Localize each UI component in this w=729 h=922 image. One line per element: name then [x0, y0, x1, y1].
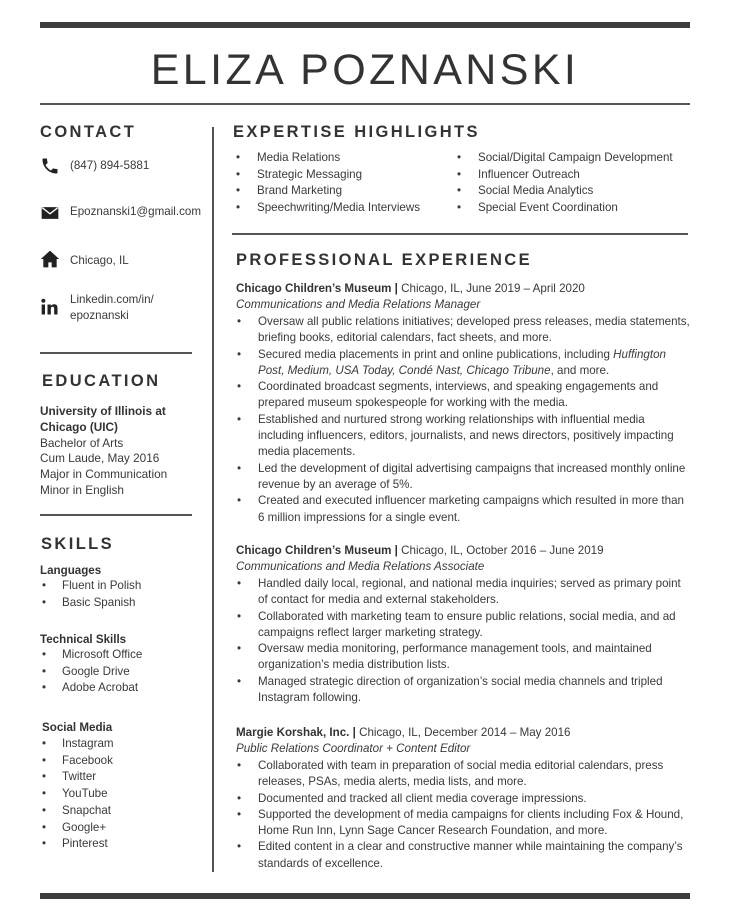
list-item: • Created and executed influencer marketing campaigns which resulted in more than 6 million impressions for a single event.	[236, 493, 692, 526]
job-header	[236, 281, 692, 297]
list-item: • YouTube	[40, 786, 114, 803]
list-item: • Oversaw all public relations initiatives; developed press releases, media statements, briefing books, editorial calendars, fact sheets, and more.	[236, 314, 692, 347]
list-item: • Basic Spanish	[40, 595, 141, 612]
list-item: • Edited content in a clear and constructive manner while maintaining the company’s standards of excellence.	[236, 839, 692, 872]
job-details: Chicago, IL, June 2019 – April 2020	[397, 282, 585, 295]
contact-rule	[40, 352, 192, 354]
minor: Minor in English	[40, 482, 124, 497]
list-item: • Documented and tracked all client media coverage impressions.	[236, 791, 692, 807]
job-role: Public Relations Coordinator + Content Editor	[236, 742, 471, 755]
job-header	[236, 725, 692, 741]
education-rule	[40, 514, 192, 516]
degree: Bachelor of Arts	[40, 435, 124, 450]
job-org: Margie Korshak, Inc. |	[236, 726, 356, 739]
school-name-line-2: Chicago (UIC)	[40, 419, 118, 434]
job-details: Chicago, IL, December 2014 – May 2016	[355, 726, 571, 739]
technical-skills-list	[40, 647, 142, 697]
list-item: • Collaborated with marketing team to ensure public relations, social media, and ad campaigns reflect larger marketing strategy.	[236, 609, 692, 642]
envelope-icon	[40, 203, 60, 223]
list-item: • Social/Digital Campaign Development	[455, 150, 673, 167]
bullet-text: , and more.	[550, 363, 610, 377]
job-details: Chicago, IL, October 2016 – June 2019	[397, 544, 604, 557]
job-bullets	[236, 314, 692, 526]
contact-email: Epoznanski1@gmail.com	[70, 205, 201, 218]
linkedin-line-1: Linkedin.com/in/	[70, 293, 154, 306]
list-item: • Media Relations	[234, 150, 420, 167]
expertise-right-list	[455, 150, 673, 217]
list-item: • Speechwriting/Media Interviews	[234, 200, 420, 217]
list-item: • Collaborated with team in preparation of social media editorial calendars, press releases, PSAs, media alerts, media lists, and more.	[236, 758, 692, 791]
home-icon	[40, 249, 60, 269]
experience-title: PROFESSIONAL EXPERIENCE	[236, 251, 533, 269]
expertise-rule	[232, 233, 688, 235]
languages-label: Languages	[40, 564, 102, 577]
contact-phone: (847) 894-5881	[70, 159, 150, 172]
list-item: • Influencer Outreach	[455, 167, 673, 184]
job-role: Communications and Media Relations Associate	[236, 560, 485, 573]
phone-icon	[40, 156, 60, 176]
social-media-list	[40, 736, 114, 853]
list-item: • Facebook	[40, 753, 114, 770]
job-bullets	[236, 576, 692, 706]
bullet-text: Secured media placements in print and online publications, including	[258, 347, 614, 361]
list-item: • Special Event Coordination	[455, 200, 673, 217]
school-name-line-1: University of Illinois at	[40, 404, 166, 418]
job-org: Chicago Children’s Museum |	[236, 544, 398, 557]
list-item	[236, 347, 692, 380]
job-org: Chicago Children’s Museum |	[236, 282, 398, 295]
languages-list	[40, 578, 141, 611]
header-rule	[40, 103, 690, 105]
list-item: • Pinterest	[40, 836, 114, 853]
linkedin-line-2: epoznanski	[70, 308, 129, 322]
education-title: EDUCATION	[42, 372, 161, 390]
technical-skills-label: Technical Skills	[40, 633, 127, 646]
list-item: • Led the development of digital advertising campaigns that increased monthly online revenue by an average of 5%.	[236, 461, 692, 494]
honors: Cum Laude, May 2016	[40, 451, 160, 466]
list-item: • Managed strategic direction of organization’s social media channels and tripled Instagram following.	[236, 674, 692, 707]
contact-linkedin	[70, 292, 154, 323]
bullet-publications: Huffington Post, Medium, USA Today, Condé Nast, Chicago Tribune	[258, 347, 666, 377]
list-item: • Microsoft Office	[40, 647, 142, 664]
bottom-bar	[40, 893, 690, 899]
list-item: • Adobe Acrobat	[40, 680, 142, 697]
contact-title: CONTACT	[40, 123, 137, 141]
list-item: • Brand Marketing	[234, 183, 420, 200]
major: Major in Communication	[40, 467, 168, 482]
job-header	[236, 543, 692, 559]
job-bullets	[236, 758, 692, 872]
job-entry	[236, 543, 692, 706]
linkedin-icon	[40, 297, 60, 317]
list-item: • Strategic Messaging	[234, 167, 420, 184]
top-bar	[40, 22, 690, 28]
column-divider	[212, 127, 214, 872]
expertise-left-list	[234, 150, 420, 217]
list-item: • Google+	[40, 820, 114, 837]
list-item: • Handled daily local, regional, and national media inquiries; served as primary point of contact for media and external stakeholders.	[236, 576, 692, 609]
list-item: • Coordinated broadcast segments, interviews, and speaking engagements and prepared museum spokespeople for working with the media.	[236, 379, 692, 412]
resume-name: ELIZA POZNANSKI	[150, 46, 580, 94]
job-entry	[236, 281, 692, 526]
list-item: • Supported the development of media campaigns for clients including Fox & Hound, Home Run Inn, Lynn Sage Cancer Research Foundation, and more.	[236, 807, 692, 840]
social-media-label: Social Media	[42, 721, 113, 734]
contact-location: Chicago, IL	[70, 254, 129, 267]
job-role: Communications and Media Relations Manager	[236, 298, 481, 311]
list-item: • Fluent in Polish	[40, 578, 141, 595]
education-block	[40, 404, 210, 499]
skills-title: SKILLS	[41, 535, 115, 553]
list-item: • Oversaw media monitoring, performance management tools, and maintained organization’s media distribution lists.	[236, 641, 692, 674]
list-item: • Snapchat	[40, 803, 114, 820]
expertise-title: EXPERTISE HIGHLIGHTS	[233, 123, 480, 141]
list-item: • Google Drive	[40, 664, 142, 681]
list-item: • Social Media Analytics	[455, 183, 673, 200]
list-item: • Established and nurtured strong working relationships with influential media including influencers, editors, journalists, and news directors, positively impacting media placements.	[236, 412, 692, 461]
job-entry	[236, 725, 692, 872]
list-item: • Instagram	[40, 736, 114, 753]
list-item: • Twitter	[40, 769, 114, 786]
